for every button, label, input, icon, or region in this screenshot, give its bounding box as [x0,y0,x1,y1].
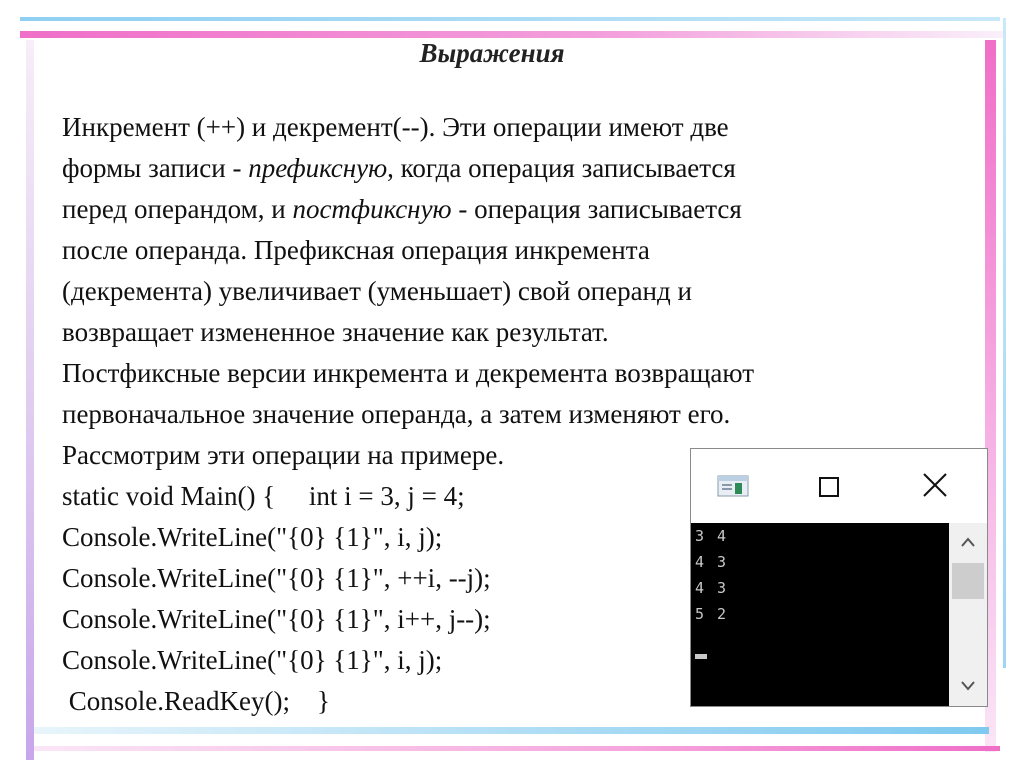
text-segment: - операция записывается [451,194,742,224]
code-line: Console.WriteLine("{0} {1}", i++, j--); [62,604,491,634]
code-line: Console.WriteLine("{0} {1}", ++i, --j); [62,563,491,593]
paragraph-line [62,235,650,266]
scrollbar-thumb[interactable] [952,563,984,599]
text-segment: первоначальное значение операнда, а затем изменяют его. [62,399,731,429]
bottom-pink-decor-line [34,746,1000,751]
text-segment: Инкремент (++) и декремент(--). Эти операции имеют две [62,112,729,142]
code-line: Console.WriteLine("{0} {1}", i, j); [62,522,443,552]
text-segment: формы записи - [62,153,249,183]
slide-title: Выражения [419,38,565,68]
maximize-icon[interactable] [819,477,839,497]
code-line: Console.ReadKey(); } [62,686,330,716]
console-output-line: 4 3 [695,553,729,571]
paragraph-line [62,153,736,184]
paragraph-line [62,317,609,348]
left-lavender-decor-line [26,40,34,760]
console-app-icon[interactable] [717,475,749,497]
chevron-up-icon[interactable] [959,535,977,549]
text-segment: Рассмотрим эти операции на примере. [62,440,505,470]
console-output-line: 5 2 [695,605,729,623]
console-output-line: 3 4 [695,527,729,545]
paragraph-line [62,194,742,225]
chevron-down-icon[interactable] [959,679,977,693]
close-icon[interactable] [921,471,949,499]
vertical-scrollbar[interactable] [949,523,987,706]
text-segment: Постфиксные версии инкремента и декремента возвращают [62,358,754,388]
console-output-line: 4 3 [695,579,729,597]
italic-term: постфиксную [292,194,452,224]
text-segment: перед операндом, и [62,194,293,224]
console-window [690,448,988,707]
right-blue-decor-line [1003,18,1006,668]
text-segment: возвращает измененное значение как результат. [62,317,609,347]
code-line: Console.WriteLine("{0} {1}", i, j); [62,645,443,675]
italic-term: префиксную [248,153,388,183]
paragraph-line [62,399,730,430]
paragraph-line [62,440,504,471]
text-segment: после операнда. Префиксная операция инкремента [62,235,650,265]
bottom-blue-decor-line [34,727,989,734]
top-pink-decor-line [20,31,1005,38]
code-line: static void Main() { int i = 3, j = 4; [62,481,465,511]
text-segment: (декремента) увеличивает (уменьшает) свой операнд и [62,276,692,306]
top-blue-decor-line [20,17,1000,21]
console-output-area[interactable] [691,523,949,706]
paragraph-line [62,112,729,143]
console-titlebar[interactable] [691,449,987,523]
text-segment: , когда операция записывается [387,153,736,183]
console-cursor [695,654,707,659]
paragraph-line [62,276,692,307]
paragraph-line [62,358,754,389]
